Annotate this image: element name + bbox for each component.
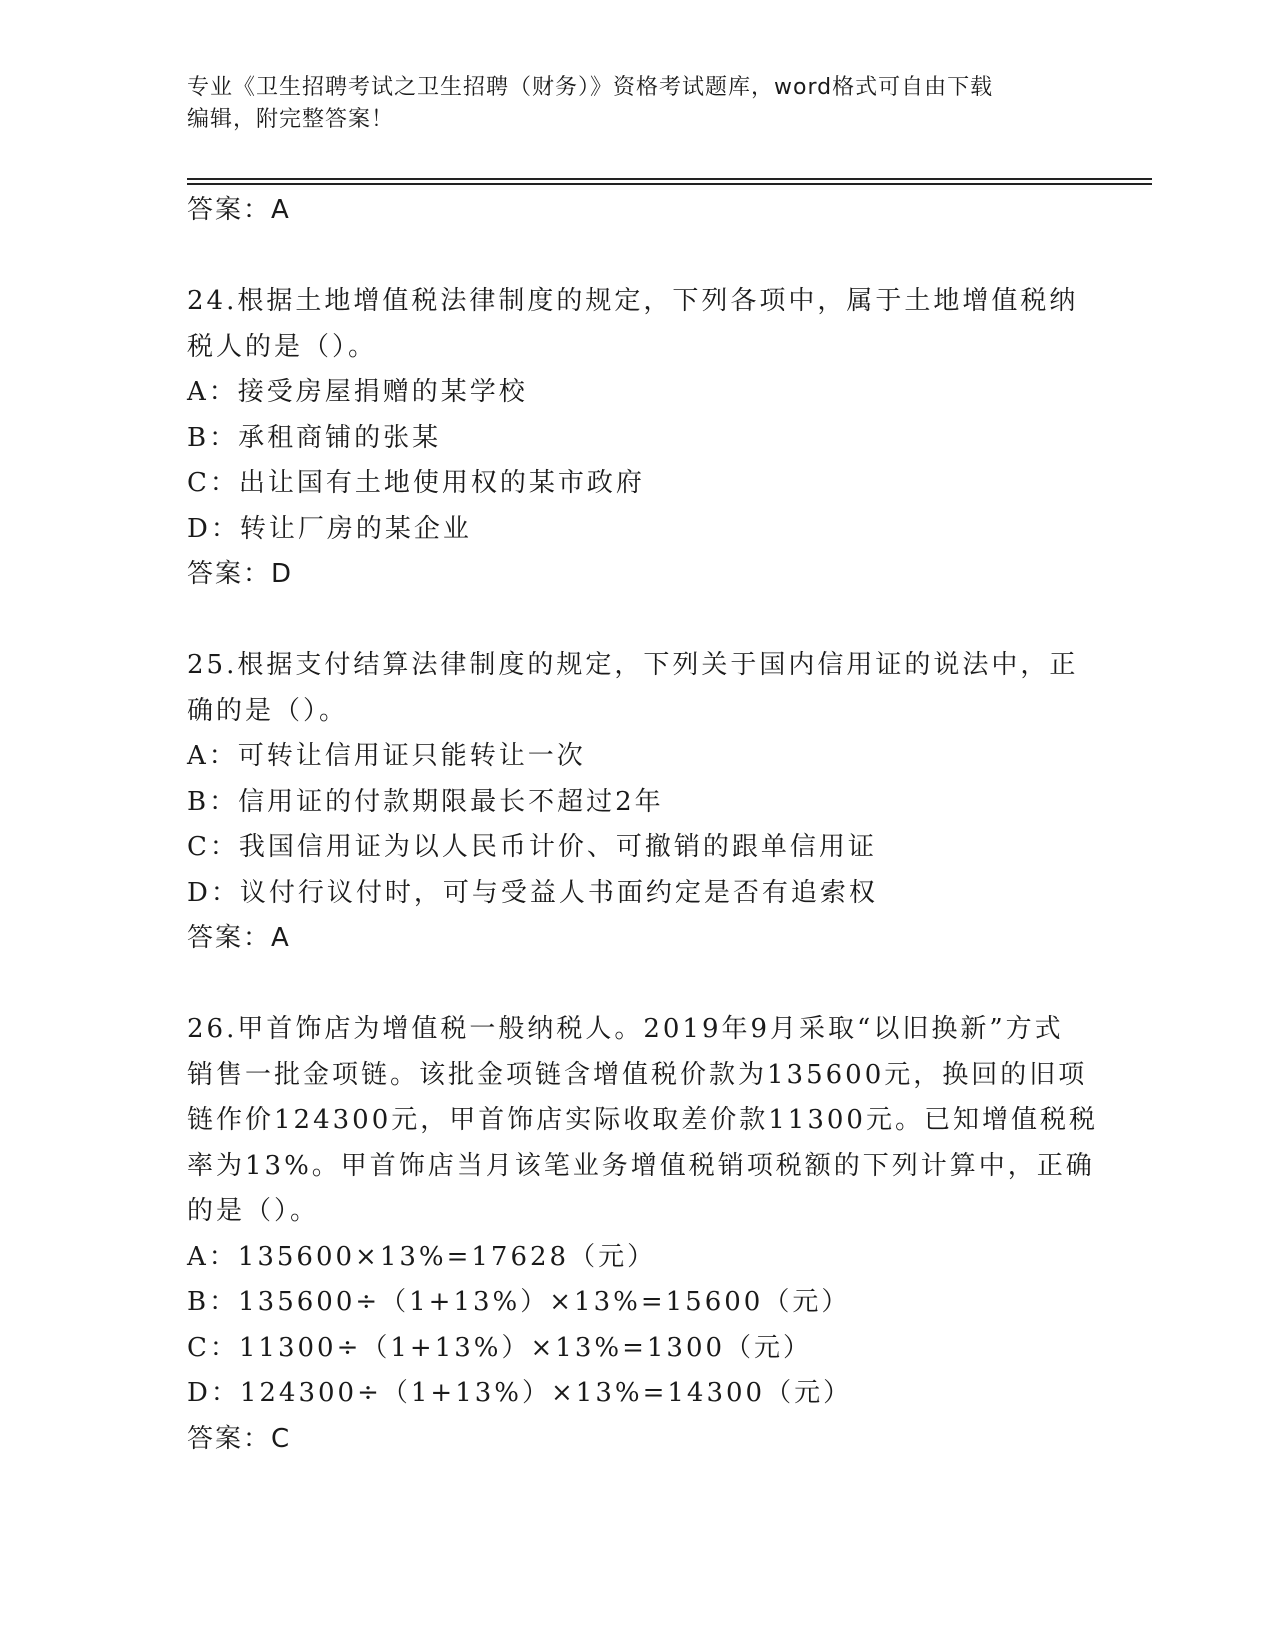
option-d: D：议付行议付时，可与受益人书面约定是否有追索权 [187, 877, 878, 908]
answer: 答案：D [187, 559, 294, 589]
header-rule-bottom [187, 183, 1152, 185]
page-header [187, 72, 1087, 136]
option-b: B：信用证的付款期限最长不超过2年 [187, 786, 664, 817]
option-c: C：出让国有土地使用权的某市政府 [187, 468, 645, 498]
question-24 [187, 279, 1087, 598]
question-stem-line: 确的是（）。 [187, 695, 349, 726]
answer: 答案：C [187, 1423, 292, 1454]
spacer [187, 598, 1087, 644]
spacer [187, 962, 1087, 1008]
question-stem-line: 销售一批金项链。该批金项链含增值税价款为135600元，换回的旧项 [187, 1059, 1088, 1090]
option-d: D：124300÷（1+13%）×13%=14300（元） [187, 1378, 853, 1408]
header-rule-top [187, 178, 1152, 180]
question-stem-line: 链作价124300元，甲首饰店实际收取差价款11300元。已知增值税税 [187, 1105, 1098, 1135]
question-stem-line: 25.根据支付结算法律制度的规定，下列关于国内信用证的说法中，正 [187, 650, 1079, 680]
option-d: D：转让厂房的某企业 [187, 513, 472, 544]
question-stem-line: 率为13%。甲首饰店当月该笔业务增值税销项税额的下列计算中，正确 [187, 1150, 1095, 1181]
answer: 答案：A [187, 923, 291, 953]
question-26 [187, 1007, 1098, 1462]
option-b: B：135600÷（1+13%）×13%=15600（元） [187, 1287, 851, 1317]
header-line-1: 专业《卫生招聘考试之卫生招聘（财务）》资格考试题库，word格式可自由下载 [187, 75, 994, 100]
previous-answer: 答案：A [187, 195, 291, 225]
question-body [187, 188, 1098, 1462]
option-a: A：接受房屋捐赠的某学校 [187, 377, 528, 407]
option-a: A：135600×13%=17628（元） [187, 1241, 657, 1272]
option-c: C：11300÷（1+13%）×13%=1300（元） [187, 1332, 813, 1363]
header-line-2: 编辑，附完整答案！ [187, 107, 395, 132]
option-b: B：承租商铺的张某 [187, 422, 442, 453]
option-c: C：我国信用证为以人民币计价、可撤销的跟单信用证 [187, 832, 877, 862]
question-25 [187, 643, 1087, 962]
question-stem-line: 26.甲首饰店为增值税一般纳税人。2019年9月采取“以旧换新”方式 [187, 1014, 1064, 1044]
question-stem-line: 税人的是（）。 [187, 331, 378, 362]
question-stem-line: 的是（）。 [187, 1196, 320, 1226]
spacer [187, 234, 1087, 280]
option-a: A：可转让信用证只能转让一次 [187, 741, 586, 771]
question-stem-line: 24.根据土地增值税法律制度的规定，下列各项中，属于土地增值税纳 [187, 286, 1079, 316]
